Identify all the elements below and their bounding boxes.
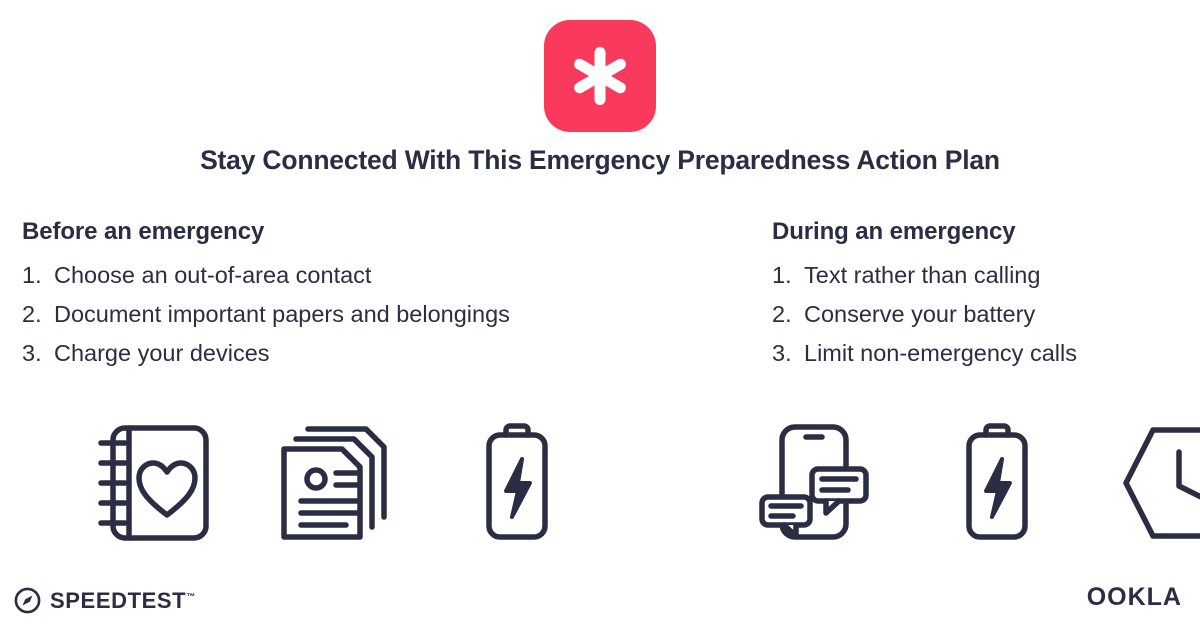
list-item <box>22 256 742 295</box>
column-heading-during: During an emergency <box>772 218 1016 245</box>
documents-stack-icon <box>276 421 394 545</box>
list-item-number: 1. <box>22 262 42 288</box>
column-heading-before: Before an emergency <box>22 218 265 245</box>
icon-row-during <box>750 418 1200 548</box>
list-during-emergency <box>772 256 1192 373</box>
column-before-emergency <box>22 218 742 373</box>
notebook-heart-icon <box>93 421 213 545</box>
speedtest-label: SPEEDTEST <box>50 587 187 613</box>
list-before-emergency <box>22 256 742 373</box>
phone-message-icon <box>756 421 874 545</box>
speedtest-wordmark <box>50 588 196 614</box>
battery-bolt-icon <box>958 421 1036 545</box>
list-item-number: 3. <box>772 340 792 366</box>
icon-cell <box>750 418 880 548</box>
ookla-wordmark: OOKLA <box>1086 583 1182 611</box>
ookla-logo <box>1087 583 1182 612</box>
list-item <box>772 334 1192 373</box>
column-during-emergency <box>772 218 1192 373</box>
icon-cell <box>932 418 1062 548</box>
list-item <box>22 295 742 334</box>
list-item-number: 1. <box>772 262 792 288</box>
icon-cell <box>270 418 400 548</box>
list-item <box>22 334 742 373</box>
icon-cell <box>88 418 218 548</box>
icon-cell <box>1114 418 1200 548</box>
speedtest-gauge-icon <box>14 587 41 614</box>
speedtest-logo <box>14 587 196 614</box>
list-item-label: Choose an out-of-area contact <box>54 262 372 288</box>
list-item-number: 2. <box>22 301 42 327</box>
list-item-number: 3. <box>22 340 42 366</box>
list-item-label: Charge your devices <box>54 340 270 366</box>
badge-container <box>0 20 1200 132</box>
list-item-number: 2. <box>772 301 792 327</box>
page-title: Stay Connected With This Emergency Preparedness Action Plan <box>200 145 1000 175</box>
icon-row-before <box>88 418 582 548</box>
list-item-label: Conserve your battery <box>804 301 1036 327</box>
speedtest-trademark: ™ <box>186 591 196 602</box>
clock-hexagon-icon <box>1120 424 1200 542</box>
list-item <box>772 295 1192 334</box>
list-item-label: Document important papers and belongings <box>54 301 510 327</box>
battery-bolt-icon <box>478 421 556 545</box>
list-item-label: Limit non-emergency calls <box>804 340 1077 366</box>
list-item <box>772 256 1192 295</box>
list-item-label: Text rather than calling <box>804 262 1041 288</box>
asterisk-icon <box>569 45 631 107</box>
icon-cell <box>452 418 582 548</box>
brand-badge <box>544 20 656 132</box>
